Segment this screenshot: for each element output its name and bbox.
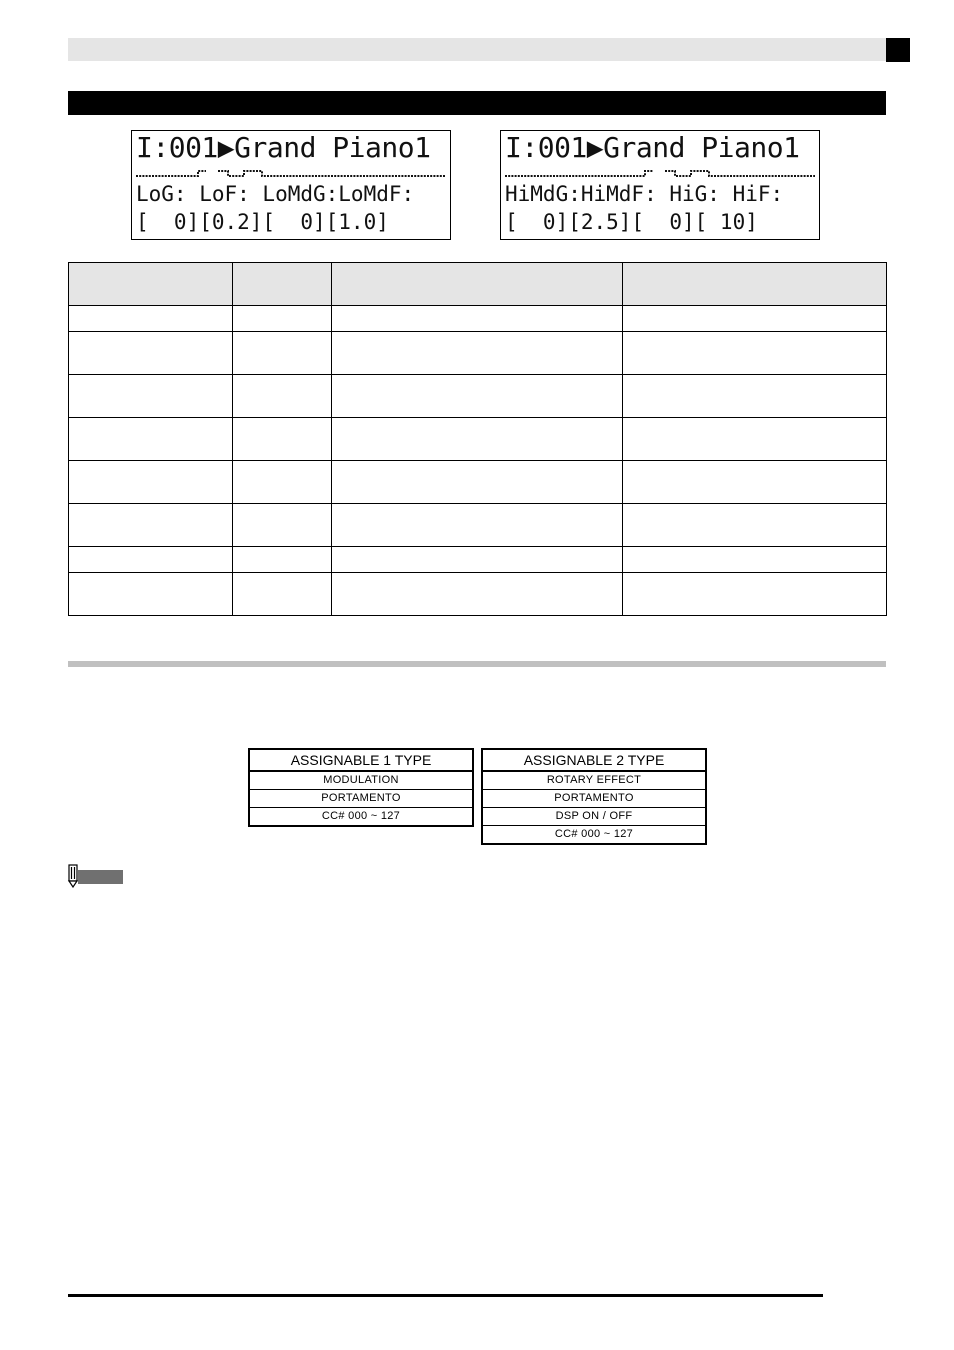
lcd-display-high-eq xyxy=(500,130,820,240)
table-cell xyxy=(332,504,623,547)
table-cell xyxy=(233,332,332,375)
table-row xyxy=(69,461,887,504)
parameter-table xyxy=(68,262,887,616)
table-cell xyxy=(332,418,623,461)
assignable-1-option: MODULATION xyxy=(250,772,472,790)
table-cell xyxy=(69,418,233,461)
table-row xyxy=(69,332,887,375)
table-cell xyxy=(233,461,332,504)
table-cell xyxy=(69,547,233,573)
section-divider xyxy=(68,661,886,667)
lcd-line-param-names: LoG: LoF: LoMdG:LoMdF: xyxy=(136,182,415,206)
table-cell xyxy=(332,306,623,332)
assignable-1-option: CC# 000 ~ 127 xyxy=(321,810,401,822)
table-row xyxy=(69,306,887,332)
table-row xyxy=(69,418,887,461)
table-cell xyxy=(233,573,332,616)
table-row xyxy=(69,375,887,418)
table-cell xyxy=(69,504,233,547)
table-cell xyxy=(623,547,887,573)
table-cell xyxy=(623,461,887,504)
table-cell xyxy=(233,375,332,418)
pencil-note-icon xyxy=(66,864,124,888)
lcd-line-param-values: [ 0][2.5][ 0][ 10] xyxy=(505,210,758,234)
assignable-2-title: ASSIGNABLE 2 TYPE xyxy=(483,750,705,772)
assignable-2-option: ROTARY EFFECT xyxy=(483,772,705,790)
lcd-tab-indicator xyxy=(136,169,448,179)
table-header-cell xyxy=(233,263,332,306)
table-cell xyxy=(233,547,332,573)
table-cell xyxy=(69,306,233,332)
table-row xyxy=(69,547,887,573)
table-cell xyxy=(623,332,887,375)
assignable-1-type-box xyxy=(248,748,474,827)
lcd-line-param-values: [ 0][0.2][ 0][1.0] xyxy=(136,210,389,234)
table-cell xyxy=(233,418,332,461)
table-cell xyxy=(623,306,887,332)
section-title-bar xyxy=(68,91,886,115)
table-cell xyxy=(623,375,887,418)
assignable-1-option: PORTAMENTO xyxy=(250,790,472,808)
lcd-line-tone: I:001▶Grand Piano1 xyxy=(136,131,431,164)
assignable-2-option: CC# 000 ~ 127 xyxy=(554,828,634,840)
table-cell xyxy=(623,573,887,616)
table-cell xyxy=(332,573,623,616)
assignable-2-type-box xyxy=(481,748,707,845)
table-header-cell xyxy=(623,263,887,306)
lcd-line-param-names: HiMdG:HiMdF: HiG: HiF: xyxy=(505,182,784,206)
table-cell xyxy=(233,504,332,547)
table-cell xyxy=(332,332,623,375)
footer-rule xyxy=(68,1294,823,1297)
table-header-cell xyxy=(69,263,233,306)
table-cell xyxy=(332,461,623,504)
page-header-band xyxy=(68,38,886,61)
assignable-1-title: ASSIGNABLE 1 TYPE xyxy=(250,750,472,772)
lcd-line-tone: I:001▶Grand Piano1 xyxy=(505,131,800,164)
assignable-2-option: DSP ON / OFF xyxy=(483,808,705,826)
chapter-tab-marker xyxy=(886,38,910,62)
table-row xyxy=(69,573,887,616)
table-cell xyxy=(69,375,233,418)
table-cell xyxy=(69,573,233,616)
lcd-tab-indicator xyxy=(505,169,817,179)
table-cell xyxy=(332,547,623,573)
table-cell xyxy=(233,306,332,332)
table-row xyxy=(69,504,887,547)
lcd-display-low-eq xyxy=(131,130,451,240)
table-cell xyxy=(332,375,623,418)
assignable-2-option: PORTAMENTO xyxy=(483,790,705,808)
table-cell xyxy=(623,504,887,547)
table-header-row xyxy=(69,263,887,306)
table-header-cell xyxy=(332,263,623,306)
table-cell xyxy=(623,418,887,461)
table-cell xyxy=(69,332,233,375)
table-cell xyxy=(69,461,233,504)
